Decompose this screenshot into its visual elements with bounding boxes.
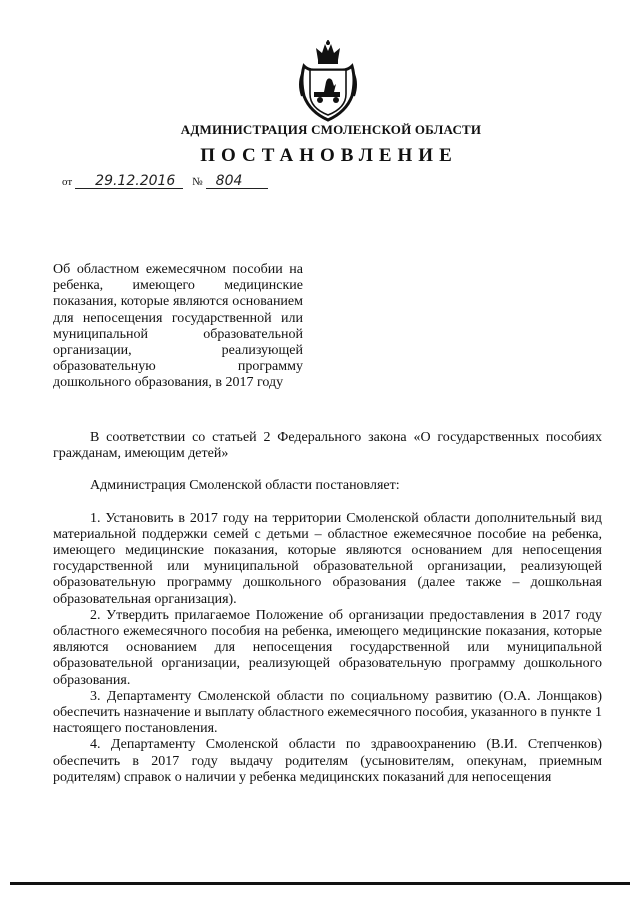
page-bottom-rule	[10, 882, 630, 885]
document-number: 804	[206, 174, 268, 189]
decree-paragraph: Администрация Смоленской области постановляет:	[90, 478, 400, 494]
date-prefix: от	[62, 176, 73, 188]
document-date: 29.12.2016	[75, 174, 183, 189]
item-paragraph-3: 3. Департаменту Смоленской области по социальному развитию (О.А. Лонщаков) обеспечить назначение и выплату областного ежемесячного пособия, указанного в пункте 1 настоящего постановления.	[53, 688, 602, 737]
number-prefix: №	[192, 176, 203, 188]
coat-of-arms-emblem	[296, 40, 360, 122]
document-type-title: ПОСТАНОВЛЕНИЕ	[200, 145, 458, 166]
document-subject: Об областном ежемесячном пособии на ребенка, имеющего медицинские показания, которые являются основанием для непосещения государственной или муниципальной образовательной организации, реализующей образовательную программу дошкольного образования, в 2017 году	[53, 262, 303, 391]
item-paragraph-2: 2. Утвердить прилагаемое Положение об организации предоставления в 2017 году областного ежемесячного пособия на ребенка, имеющего медицинские показания, которые являются основанием для непосещения государственной или муниципальной образовательной организации, реализующей образовательную программу дошкольного образования.	[53, 607, 602, 688]
item-paragraph-4: 4. Департаменту Смоленской области по здравоохранению (В.И. Степченков) обеспечить в 2017 году выдачу родителям (усыновителям, опекунам, приемным родителям) справок о наличии у ребенка медицинских показаний для непосещения	[53, 737, 602, 785]
organization-name: АДМИНИСТРАЦИЯ СМОЛЕНСКОЙ ОБЛАСТИ	[180, 122, 482, 137]
item-paragraph-1: 1. Установить в 2017 году на территории Смоленской области дополнительный вид материальной поддержки семей с детьми – областное ежемесячное пособие на ребенка, имеющего медицинские показания, которые являются основанием для непосещения государственной или муниципальной образовательной организации, реализующей образовательную программу дошкольного образования (далее также – дошкольная образовательная организация).	[53, 510, 602, 607]
document-body	[53, 430, 602, 786]
date-number-line	[62, 174, 268, 189]
preamble-paragraph: В соответствии со статьей 2 Федерального закона «О государственных пособиях гражданам, имеющим детей»	[53, 430, 602, 462]
